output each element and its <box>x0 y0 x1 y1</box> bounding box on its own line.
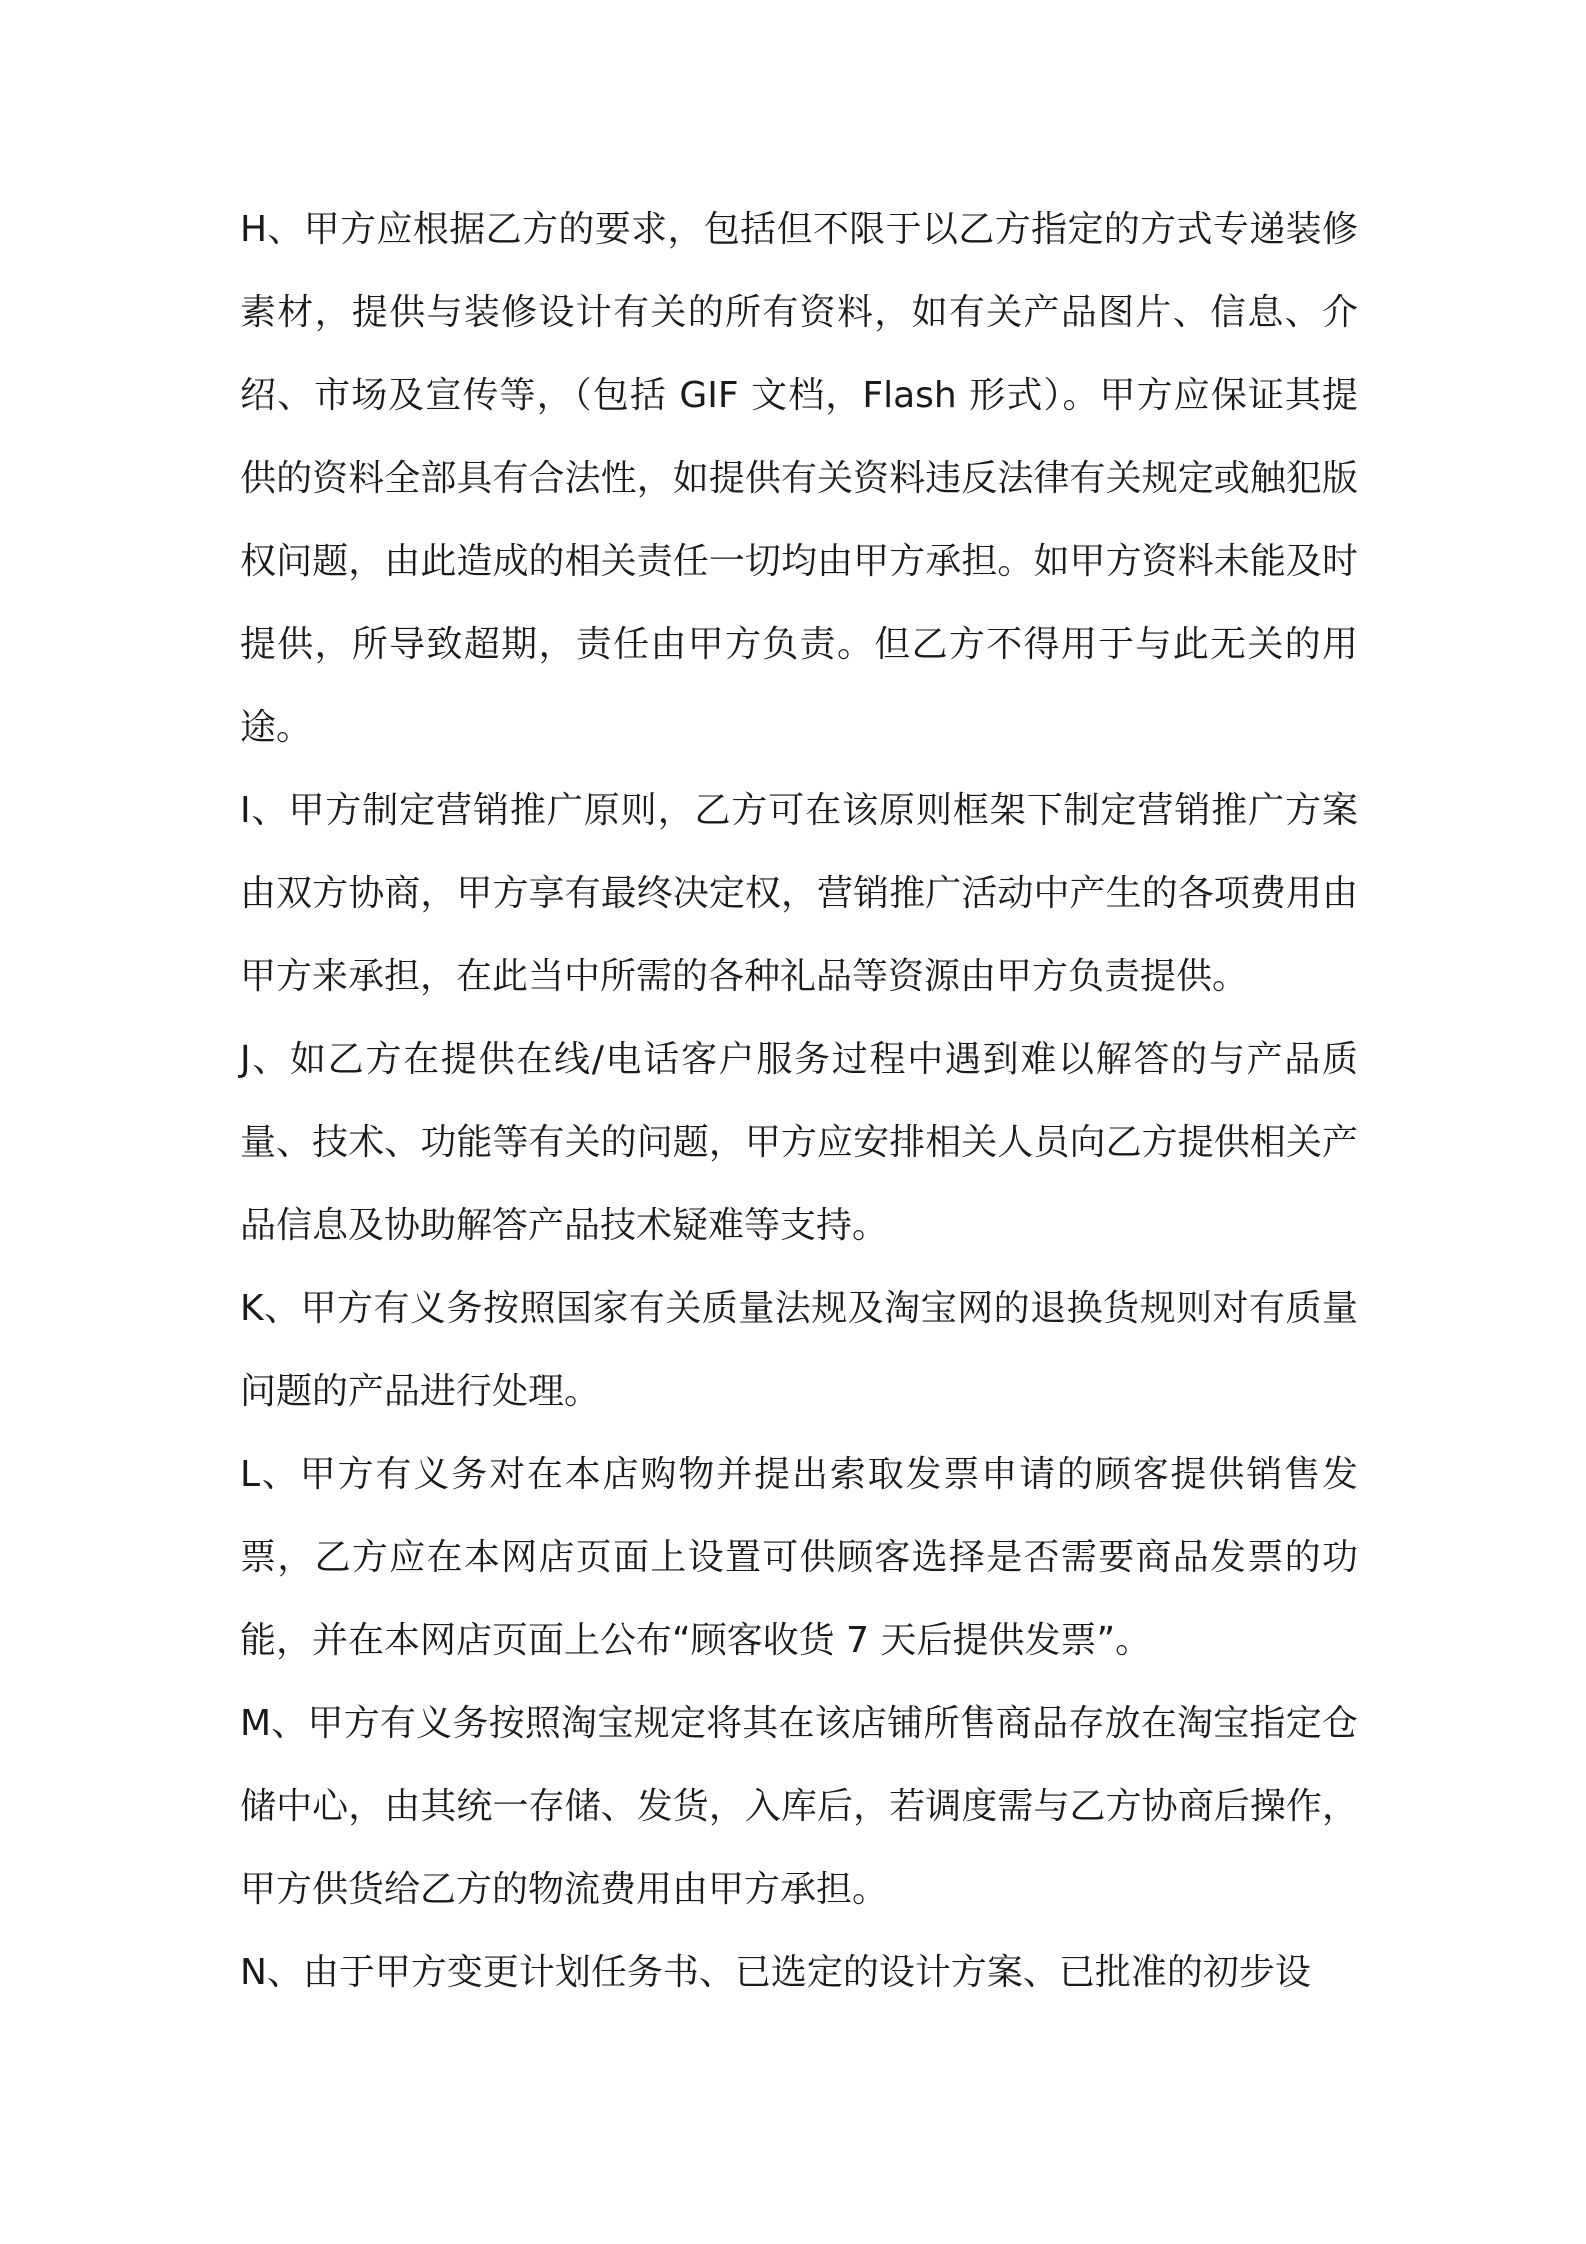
paragraph-k: K、甲方有义务按照国家有关质量法规及淘宝网的退换货规则对有质量问题的产品进行处理。 <box>240 1288 1358 1412</box>
document-body <box>240 188 1358 2014</box>
paragraph-n: N、由于甲方变更计划任务书、已选定的设计方案、已批准的初步设 <box>240 1952 1311 1993</box>
paragraph-l: L、甲方有义务对在本店购物并提出索取发票申请的顾客提供销售发票，乙方应在本网店页面上设置可供顾客选择是否需要商品发票的功能，并在本网店页面上公布“顾客收货 7 天后提供发票”。 <box>240 1454 1358 1661</box>
paragraph-m: M、甲方有义务按照淘宝规定将其在该店铺所售商品存放在淘宝指定仓储中心，由其统一存储、发货，入库后，若调度需与乙方协商后操作，甲方供货给乙方的物流费用由甲方承担。 <box>240 1703 1358 1910</box>
paragraph-i: I、甲方制定营销推广原则，乙方可在该原则框架下制定营销推广方案由双方协商，甲方享有最终决定权，营销推广活动中产生的各项费用由甲方来承担，在此当中所需的各种礼品等资源由甲方负责提供。 <box>240 790 1358 997</box>
paragraph-h: H、甲方应根据乙方的要求，包括但不限于以乙方指定的方式专递装修素材，提供与装修设计有关的所有资料，如有关产品图片、信息、介绍、市场及宣传等，（包括 GIF 文档，Flash 形式）。甲方应保证其提供的资料全部具有合法性，如提供有关资料违反法律有关规定或触犯版权问题，由此造成的相关责任一切均由甲方承担。如甲方资料未能及时提供，所导致超期，责任由甲方负责。但乙方不得用于与此无关的用途。 <box>240 209 1358 748</box>
paragraph-j: J、如乙方在提供在线/电话客户服务过程中遇到难以解答的与产品质量、技术、功能等有关的问题，甲方应安排相关人员向乙方提供相关产品信息及协助解答产品技术疑难等支持。 <box>240 1039 1358 1246</box>
